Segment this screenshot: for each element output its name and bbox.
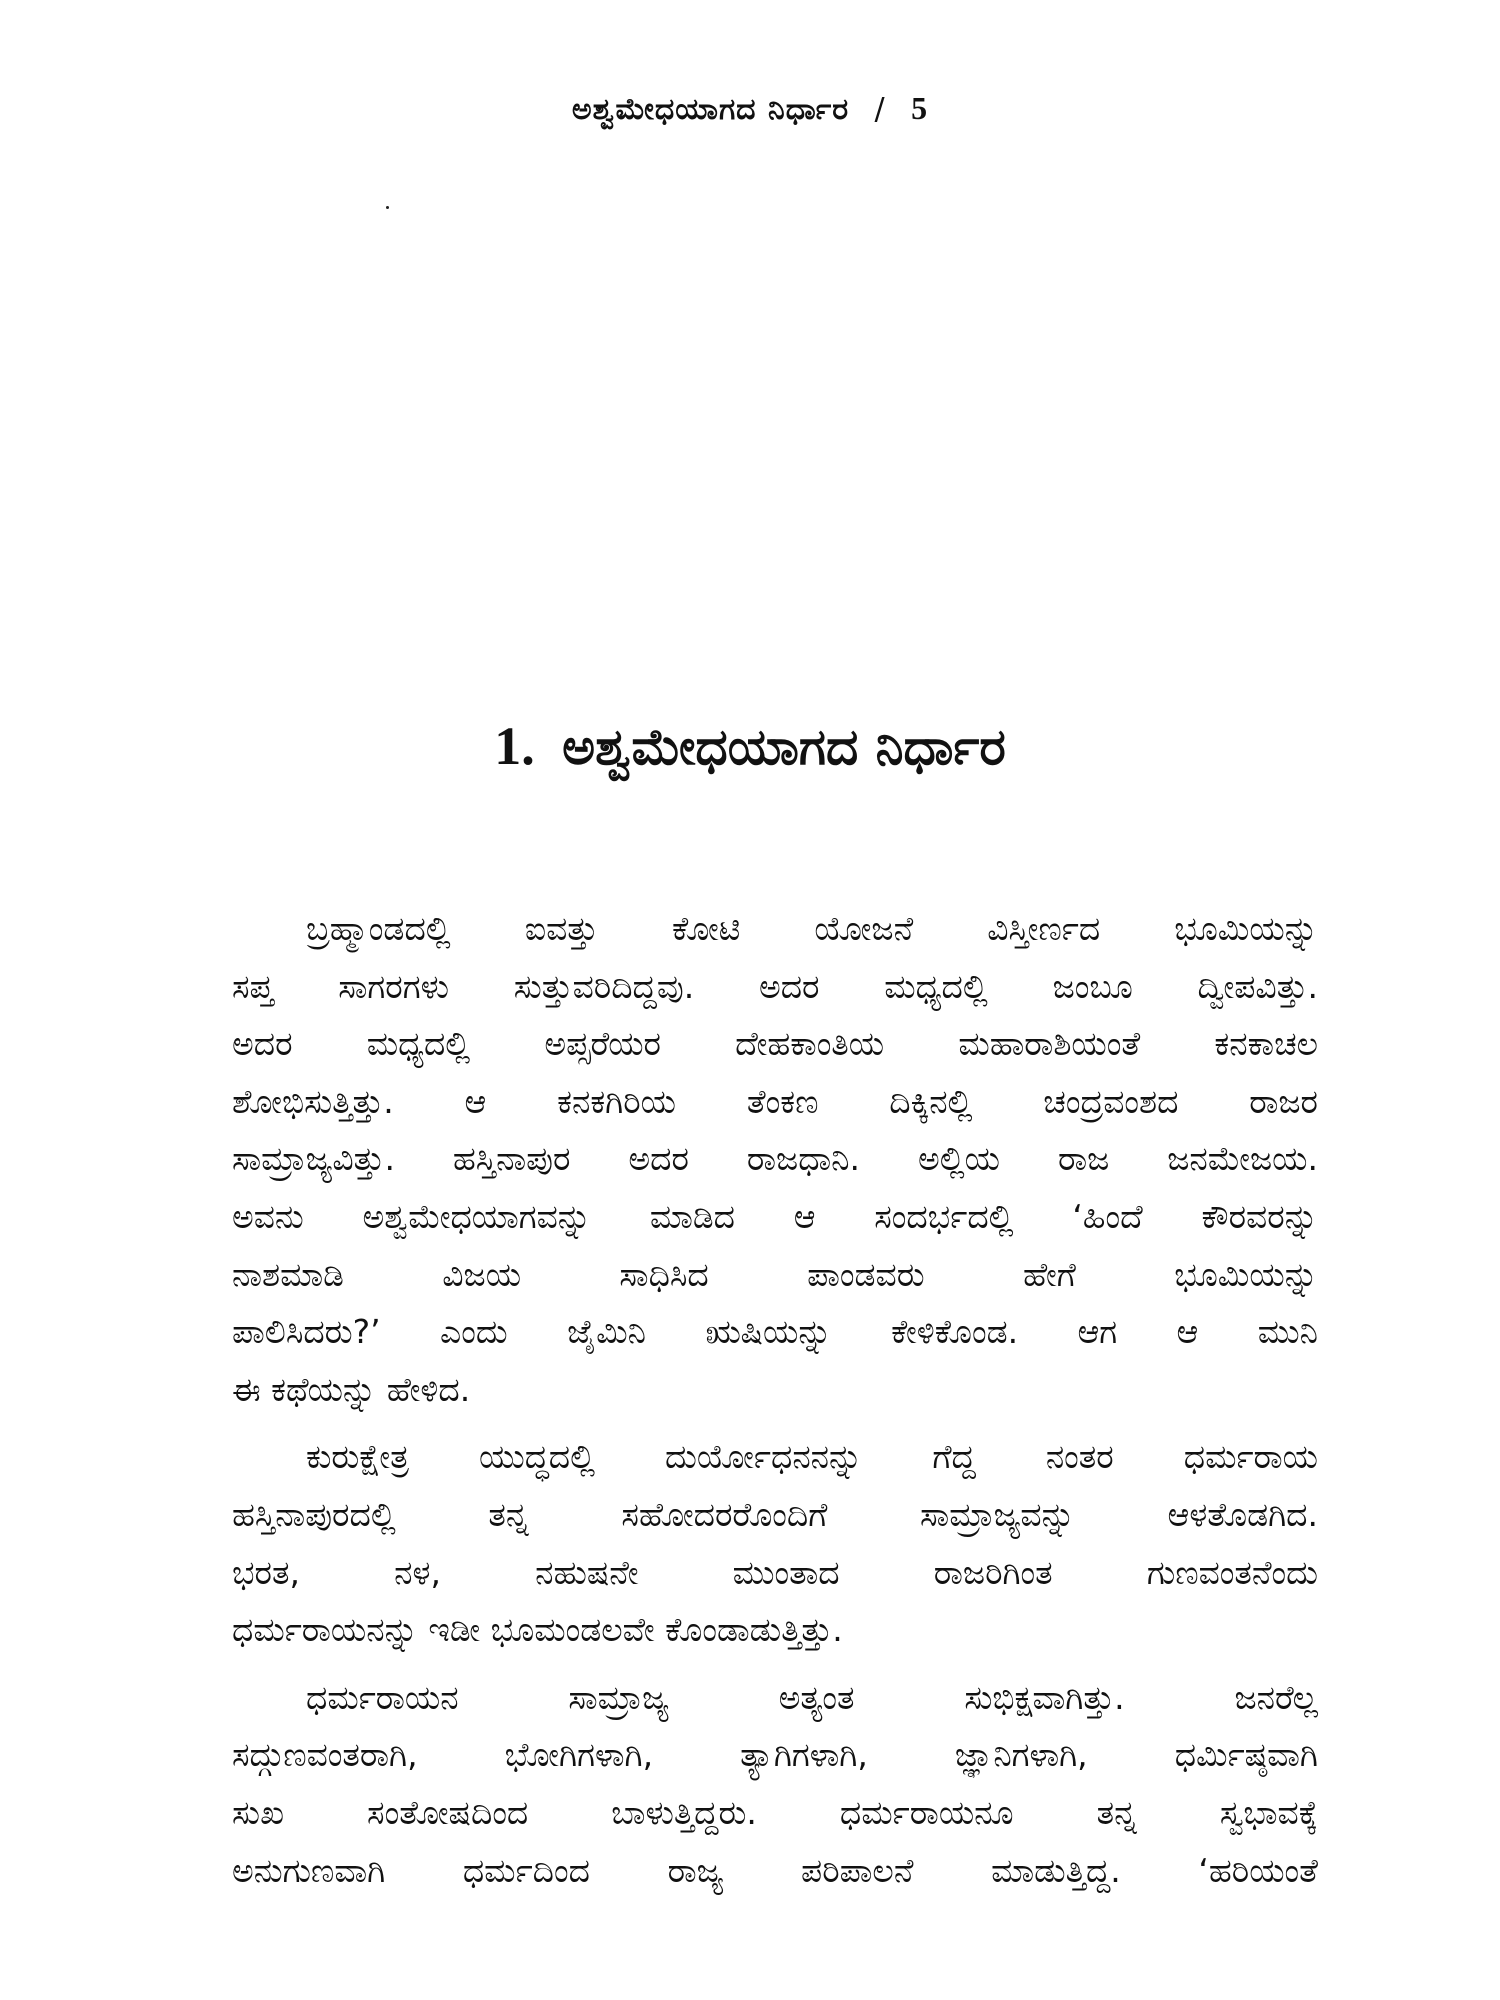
chapter-heading [0,715,1500,777]
chapter-number: 1. [494,716,535,776]
text-line: ಸುಖ ಸಂತೋಷದಿಂದ ಬಾಳುತ್ತಿದ್ದರು. ಧರ್ಮರಾಯನೂ ತನ್ನ ಸ್ವಭಾವಕ್ಕೆ [232,1792,1318,1832]
page-number: 5 [911,90,929,126]
text-line: ಅವನು ಅಶ್ವಮೇಧಯಾಗವನ್ನು ಮಾಡಿದ ಆ ಸಂದರ್ಭದಲ್ಲಿ ‘ಹಿಂದೆ ಕೌರವರನ್ನು [232,1196,1318,1236]
header-separator: / [874,92,886,127]
text-line: ನಾಶಮಾಡಿ ವಿಜಯ ಸಾಧಿಸಿದ ಪಾಂಡವರು ಹೇಗೆ ಭೂಮಿಯನ್ನು [232,1254,1318,1294]
text-line: ಸಾಮ್ರಾಜ್ಯವಿತ್ತು. ಹಸ್ತಿನಾಪುರ ಅದರ ರಾಜಧಾನಿ. ಅಲ್ಲಿಯ ರಾಜ ಜನಮೇಜಯ. [232,1139,1318,1179]
running-title: ಅಶ್ವಮೇಧಯಾಗದ ನಿರ್ಧಾರ [571,92,850,127]
running-header [0,90,1500,127]
text-line: ಪಾಲಿಸಿದರು?’ ಎಂದು ಜೈಮಿನಿ ಋಷಿಯನ್ನು ಕೇಳಿಕೊಂಡ. ಆಗ ಆ ಮುನಿ [232,1312,1318,1352]
text-line: ಧರ್ಮರಾಯನನ್ನು ಇಡೀ ಭೂಮಂಡಲವೇ ಕೊಂಡಾಡುತ್ತಿತ್ತು. [232,1610,843,1650]
text-line: ಅನುಗುಣವಾಗಿ ಧರ್ಮದಿಂದ ರಾಜ್ಯ ಪರಿಪಾಲನೆ ಮಾಡುತ್ತಿದ್ದ. ‘ಹರಿಯಂತೆ [232,1850,1318,1890]
chapter-title: ಅಶ್ವಮೇಧಯಾಗದ ನಿರ್ಧಾರ [562,718,1006,776]
text-line: ಬ್ರಹ್ಮಾಂಡದಲ್ಲಿ ಐವತ್ತು ಕೋಟಿ ಯೋಜನೆ ವಿಸ್ತೀರ್ಣದ ಭೂಮಿಯನ್ನು [306,909,1318,948]
paragraph [232,1428,1318,1658]
text-line: ಸಪ್ತ ಸಾಗರಗಳು ಸುತ್ತುವರಿದಿದ್ದವು. ಅದರ ಮಧ್ಯದಲ್ಲಿ ಜಂಬೂ ದ್ವೀಪವಿತ್ತು. [232,966,1318,1006]
print-speck [386,206,389,209]
text-line: ಭರತ, ನಳ, ನಹುಷನೇ ಮುಂತಾದ ರಾಜರಿಗಿಂತ ಗುಣವಂತನೆಂದು [232,1552,1318,1592]
text-line: ಈ ಕಥೆಯನ್ನು ಹೇಳಿದ. [232,1369,471,1409]
text-line: ಧರ್ಮರಾಯನ ಸಾಮ್ರಾಜ್ಯ ಅತ್ಯಂತ ಸುಭಿಕ್ಷವಾಗಿತ್ತು. ಜನರೆಲ್ಲ [306,1677,1318,1717]
text-line: ಹಸ್ತಿನಾಪುರದಲ್ಲಿ ತನ್ನ ಸಹೋದರರೊಂದಿಗೆ ಸಾಮ್ರಾಜ್ಯವನ್ನು ಆಳತೊಡಗಿದ. [232,1494,1318,1534]
text-line: ಅದರ ಮಧ್ಯದಲ್ಲಿ ಅಪ್ಸರೆಯರ ದೇಹಕಾಂತಿಯ ಮಹಾರಾಶಿಯಂತೆ ಕನಕಾಚಲ [232,1024,1318,1064]
paragraph [232,1669,1318,1899]
text-line: ಕುರುಕ್ಷೇತ್ರ ಯುದ್ಧದಲ್ಲಿ ದುರ್ಯೋಧನನನ್ನು ಗೆದ್ದ ನಂತರ ಧರ್ಮರಾಯ [306,1437,1318,1477]
text-line: ಸದ್ಗುಣವಂತರಾಗಿ, ಭೋಗಿಗಳಾಗಿ, ತ್ಯಾಗಿಗಳಾಗಿ, ಜ್ಞಾನಿಗಳಾಗಿ, ಧರ್ಮಿಷ್ಠವಾಗಿ [232,1735,1318,1775]
text-line: ಶೋಭಿಸುತ್ತಿತ್ತು. ಆ ಕನಕಗಿರಿಯ ತೆಂಕಣ ದಿಕ್ಕಿನಲ್ಲಿ ಚಂದ್ರವಂಶದ ರಾಜರ [232,1081,1318,1121]
paragraph [232,900,1318,1418]
body-text [232,900,1318,1909]
